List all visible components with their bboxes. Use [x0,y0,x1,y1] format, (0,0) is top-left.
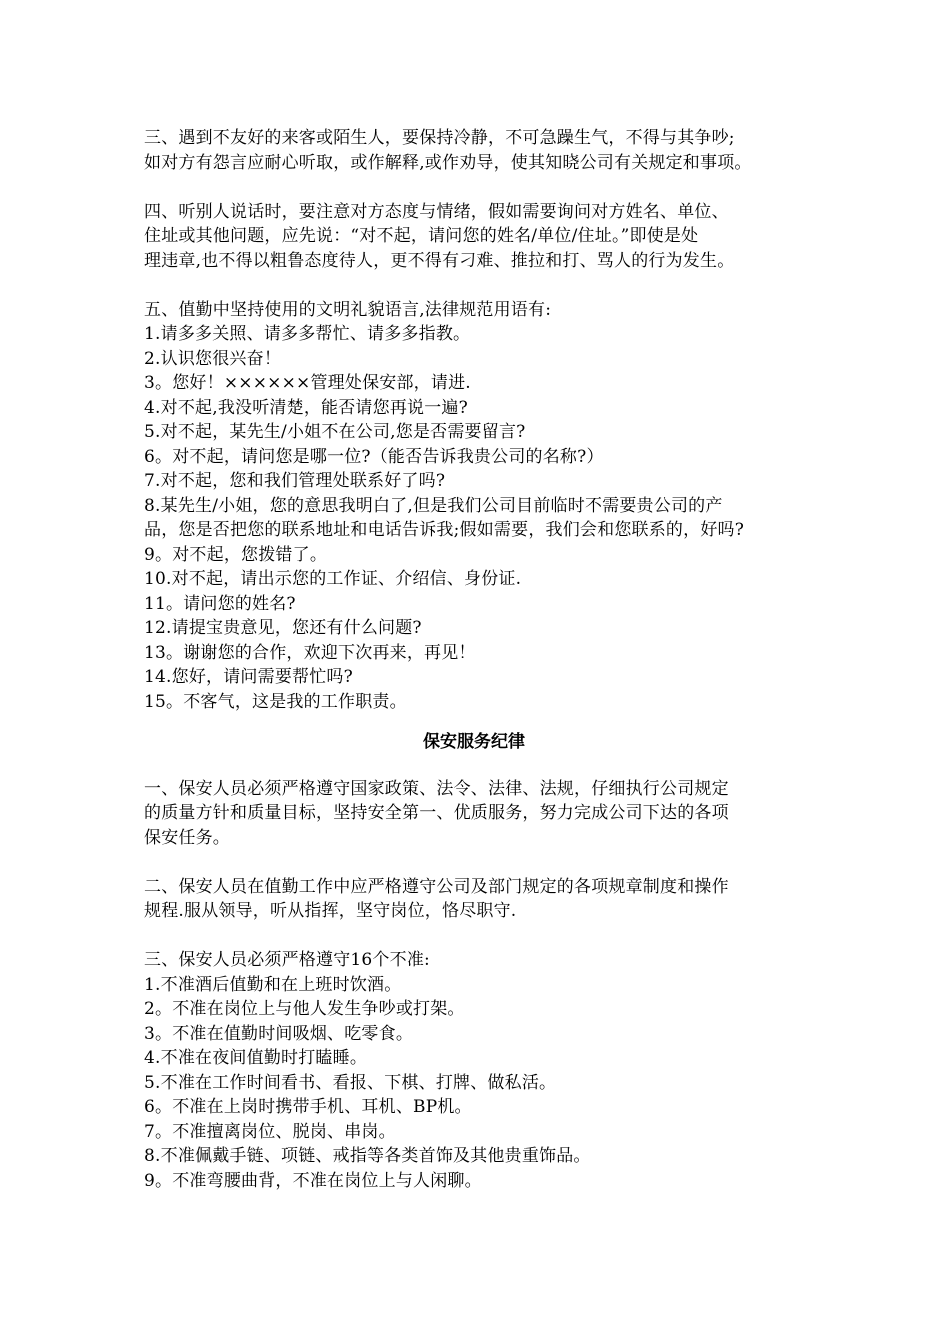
paragraph-three-strangers [144,126,824,175]
paragraph-three-prohibitions [144,948,824,1193]
text-line: 三、遇到不友好的来客或陌生人，要保持冷静，不可急躁生气，不得与其争吵; [144,128,735,148]
text-line: 住址或其他问题，应先说：“对不起，请问您的姓名/单位/住址。”即使是处 [144,226,699,246]
text-line: 理违章,也不得以粗鲁态度待人，更不得有刁难、推拉和打、骂人的行为发生。 [144,250,735,271]
paragraph-gap [144,273,824,298]
list-item: 1.不准酒后值勤和在上班时饮酒。 [144,974,402,995]
paragraph-four-listening [144,200,824,274]
list-item: 7。不准擅离岗位、脱岗、串岗。 [144,1121,396,1142]
text-line: 如对方有怨言应耐心听取，或作解释,或作劝导，使其知晓公司有关规定和事项。 [144,152,752,173]
paragraph-gap [144,924,824,949]
list-item: 10.对不起，请出示您的工作证、介绍信、身份证. [144,569,522,589]
paragraph-one-compliance [144,777,824,851]
list-item: 品，您是否把您的联系地址和电话告诉我;假如需要，我们会和您联系的，好吗? [144,520,745,540]
list-item: 9。不准弯腰曲背，不准在岗位上与人闲聊。 [144,1170,482,1191]
list-item: 6。不准在上岗时携带手机、耳机、BP机。 [144,1097,472,1117]
text-line: 四、听别人说话时，要注意对方态度与情绪，假如需要询问对方姓名、单位、 [144,201,729,222]
text-line: 一、保安人员必须严格遵守国家政策、法令、法律、法规，仔细执行公司规定 [144,778,729,799]
list-item: 2.认识您很兴奋！ [144,348,282,369]
list-item: 8.不准佩戴手链、项链、戒指等各类首饰及其他贵重饰品。 [144,1146,591,1166]
list-item: 13。谢谢您的合作，欢迎下次再来，再见！ [144,642,476,663]
paragraph-gap [144,175,824,200]
paragraph-five-polite-language [144,298,824,715]
list-item: 5.对不起，某先生/小姐不在公司,您是否需要留言? [144,422,526,442]
text-line: 二、保安人员在值勤工作中应严格遵守公司及部门规定的各项规章制度和操作 [144,876,729,897]
text-line: 的质量方针和质量目标，坚持安全第一、优质服务，努力完成公司下达的各项 [144,803,729,823]
list-item: 12.请提宝贵意见，您还有什么问题? [144,618,422,638]
text-line: 规程.服从领导，听从指挥，坚守岗位，恪尽职守. [144,901,517,921]
paragraph-gap [144,850,824,875]
paragraph-two-rules [144,875,824,924]
list-item: 1.请多多关照、请多多帮忙、请多多指教。 [144,324,471,344]
list-item: 6。对不起，请问您是哪一位?（能否告诉我贵公司的名称?） [144,446,604,467]
list-item: 5.不准在工作时间看书、看报、下棋、打牌、做私活。 [144,1072,557,1093]
list-item: 14.您好，请问需要帮忙吗? [144,667,353,687]
section-title: 保安服务纪律 [423,732,525,752]
text-line: 三、保安人员必须严格遵守16个不准: [144,950,430,970]
list-item: 11。请问您的姓名? [144,593,296,614]
document-page [144,126,824,1193]
list-item: 15。不客气，这是我的工作职责。 [144,691,407,712]
list-item: 4.不准在夜间值勤时打瞌睡。 [144,1048,368,1068]
list-item: 4.对不起,我没听清楚，能否请您再说一遍? [144,397,468,418]
list-item: 2。不准在岗位上与他人发生争吵或打架。 [144,999,465,1019]
list-item: 7.对不起，您和我们管理处联系好了吗? [144,471,446,491]
list-item: 9。对不起，您拨错了。 [144,544,328,565]
list-item: 3。不准在值勤时间吸烟、吃零食。 [144,1023,414,1044]
text-line: 保安任务。 [144,827,230,848]
text-line: 五、值勤中坚持使用的文明礼貌语言,法律规范用语有: [144,299,552,320]
list-item: 8.某先生/小姐，您的意思我明白了,但是我们公司目前临时不需要贵公司的产 [144,495,723,516]
list-item: 3。您好！××××××管理处保安部，请进. [144,373,471,393]
